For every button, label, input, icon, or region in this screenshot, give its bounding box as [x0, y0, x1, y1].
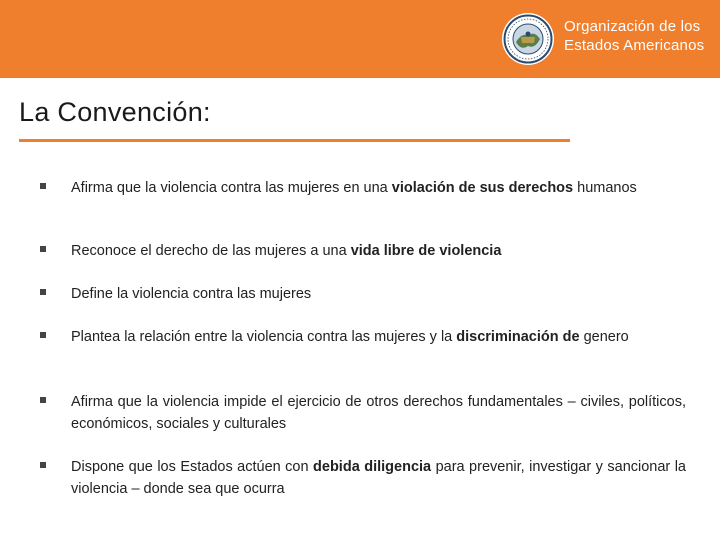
page-title: La Convención:: [19, 97, 211, 127]
square-bullet-icon: [40, 462, 46, 468]
square-bullet-icon: [40, 246, 46, 252]
bullet-text: Afirma que la violencia impide el ejercicio de otros derechos fundamentales – civiles, políticos, económicos, sociales y culturales: [71, 394, 686, 432]
header-bar: [0, 0, 720, 78]
square-bullet-icon: [40, 332, 46, 338]
bullet-text: Afirma que la violencia contra las mujeres en una violación de sus derechos humanos: [71, 180, 637, 196]
title-underline: [19, 139, 570, 142]
bullet-text: Plantea la relación entre la violencia contra las mujeres y la discriminación de genero: [71, 329, 629, 345]
square-bullet-icon: [40, 183, 46, 189]
org-name: [564, 17, 704, 55]
bullet-text: Define la violencia contra las mujeres: [71, 286, 312, 302]
bullet-text: Dispone que los Estados actúen con debida diligencia para prevenir, investigar y sancionar la violencia – donde sea que ocurra: [71, 459, 686, 497]
bullet-text: Reconoce el derecho de las mujeres a una vida libre de violencia: [71, 243, 502, 259]
square-bullet-icon: [40, 397, 46, 403]
square-bullet-icon: [40, 289, 46, 295]
org-name-line2: Estados Americanos: [564, 37, 705, 54]
oas-seal-logo: [501, 12, 555, 66]
org-name-line1: Organización de los: [564, 18, 701, 35]
